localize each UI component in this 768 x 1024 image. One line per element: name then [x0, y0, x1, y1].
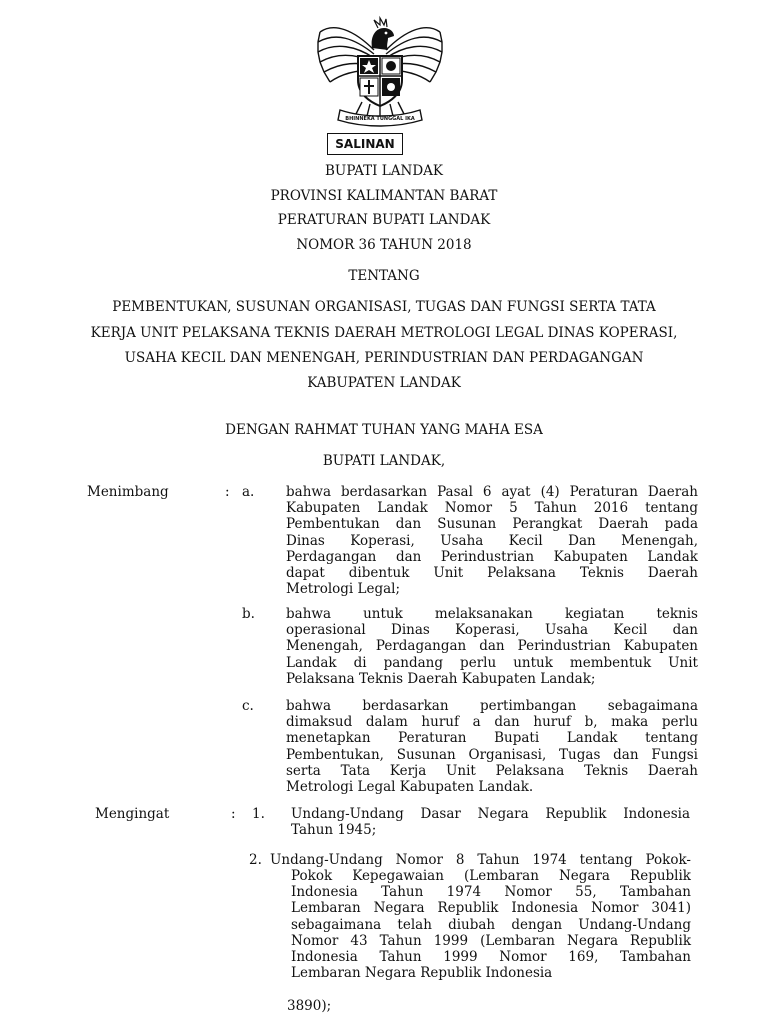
menimbang-b-line: bahwa untuk melaksanakan kegiatan teknis: [286, 606, 698, 622]
menimbang-c-line: dimaksud dalam huruf a dan huruf b, maka perlu: [286, 714, 698, 731]
menimbang-marker-c: c.: [242, 698, 254, 714]
mengingat-2-line: Nomor 43 Tahun 1999 (Lembaran Negara Republik: [291, 932, 691, 949]
menimbang-item-c: [286, 698, 698, 795]
regulation-heading: PERATURAN BUPATI LANDAK: [277, 212, 491, 228]
bupati-line: BUPATI LANDAK,: [322, 453, 446, 469]
title-line-1: PEMBENTUKAN, SUSUNAN ORGANISASI, TUGAS DAN FUNGSI SERTA TATA: [112, 299, 656, 315]
menimbang-marker-a: a.: [242, 484, 255, 500]
regent-heading: BUPATI LANDAK: [325, 163, 443, 179]
mengingat-2-line: Pokok Kepegawaian (Lembaran Negara Republik: [291, 868, 691, 884]
mengingat-label: Mengingat: [95, 806, 170, 822]
menimbang-b-line: Landak di pandang perlu untuk membentuk Unit: [286, 654, 698, 671]
mengingat-item-2: [291, 868, 691, 981]
mengingat-marker-2: 2.: [249, 852, 262, 868]
menimbang-a-line: Metrologi Legal;: [286, 581, 401, 598]
mengingat-2-line: Indonesia Tahun 1999 Nomor 169, Tambahan: [291, 949, 691, 966]
menimbang-a-line: Perdagangan dan Perindustrian Kabupaten Landak: [286, 548, 698, 565]
menimbang-item-b: [286, 606, 698, 687]
mengingat-item-1: [291, 806, 690, 838]
menimbang-c-line: Pembentukan, Susunan Organisasi, Tugas dan Fungsi: [286, 746, 698, 763]
menimbang-c-line: serta Tata Kerja Unit Pelaksana Teknis Daerah: [286, 762, 698, 779]
mengingat-1-line: Tahun 1945;: [291, 822, 377, 839]
mengingat-2-line: Indonesia Tahun 1974 Nomor 55, Tambahan: [291, 884, 691, 901]
menimbang-marker-b: b.: [242, 606, 255, 622]
menimbang-b-line: Menengah, Perdagangan dan Perindustrian Kabupaten: [286, 638, 698, 655]
emblem-motto: BHINNEKA TUNGGAL IKA: [345, 116, 415, 122]
mengingat-2-line: Lembaran Negara Republik Indonesia: [291, 965, 553, 982]
title-line-2: KERJA UNIT PELAKSANA TEKNIS DAERAH METROLOGI LEGAL DINAS KOPERASI,: [90, 325, 678, 341]
mengingat-1-line: Undang-Undang Dasar Negara Republik Indonesia: [291, 806, 690, 822]
salinan-stamp: SALINAN: [327, 133, 403, 155]
menimbang-colon: :: [225, 484, 230, 500]
menimbang-c-line: bahwa berdasarkan pertimbangan sebagaimana: [286, 698, 698, 714]
mengingat-marker-1: 1.: [252, 806, 265, 822]
rahmat-line: DENGAN RAHMAT TUHAN YANG MAHA ESA: [225, 422, 543, 438]
menimbang-a-line: Dinas Koperasi, Usaha Kecil Dan Menengah,: [286, 532, 698, 549]
province-heading: PROVINSI KALIMANTAN BARAT: [270, 188, 498, 204]
title-line-3: USAHA KECIL DAN MENENGAH, PERINDUSTRIAN DAN PERDAGANGAN: [124, 350, 644, 366]
tentang-heading: TENTANG: [348, 268, 420, 284]
mengingat-colon: :: [231, 806, 236, 822]
mengingat-2-line: Lembaran Negara Republik Indonesia Nomor 3041): [291, 900, 691, 917]
garuda-pancasila-emblem-icon: [314, 10, 446, 130]
menimbang-b-line: Pelaksana Teknis Daerah Kabupaten Landak;: [286, 670, 596, 687]
menimbang-b-line: operasional Dinas Koperasi, Usaha Kecil dan: [286, 622, 698, 639]
menimbang-c-line: Metrologi Legal Kabupaten Landak.: [286, 779, 534, 796]
menimbang-a-line: Kabupaten Landak Nomor 5 Tahun 2016 tentang: [286, 500, 698, 517]
mengingat-item-2-first: [270, 852, 691, 868]
mengingat-2-line: sebagaimana telah diubah dengan Undang-Undang: [291, 916, 691, 933]
mengingat-2-line: Undang-Undang Nomor 8 Tahun 1974 tentang Pokok-: [270, 852, 691, 868]
menimbang-label: Menimbang: [87, 484, 169, 500]
title-line-4: KABUPATEN LANDAK: [307, 375, 461, 391]
regulation-number: NOMOR 36 TAHUN 2018: [296, 237, 472, 253]
menimbang-a-line: bahwa berdasarkan Pasal 6 ayat (4) Peraturan Daerah: [286, 484, 698, 500]
menimbang-a-line: dapat dibentuk Unit Pelaksana Teknis Daerah: [286, 565, 698, 582]
menimbang-a-line: Pembentukan dan Susunan Perangkat Daerah pada: [286, 516, 698, 533]
menimbang-item-a: [286, 484, 698, 597]
menimbang-c-line: menetapkan Peraturan Bupati Landak tentang: [286, 730, 698, 747]
mengingat-2-line: 3890);: [287, 998, 332, 1014]
